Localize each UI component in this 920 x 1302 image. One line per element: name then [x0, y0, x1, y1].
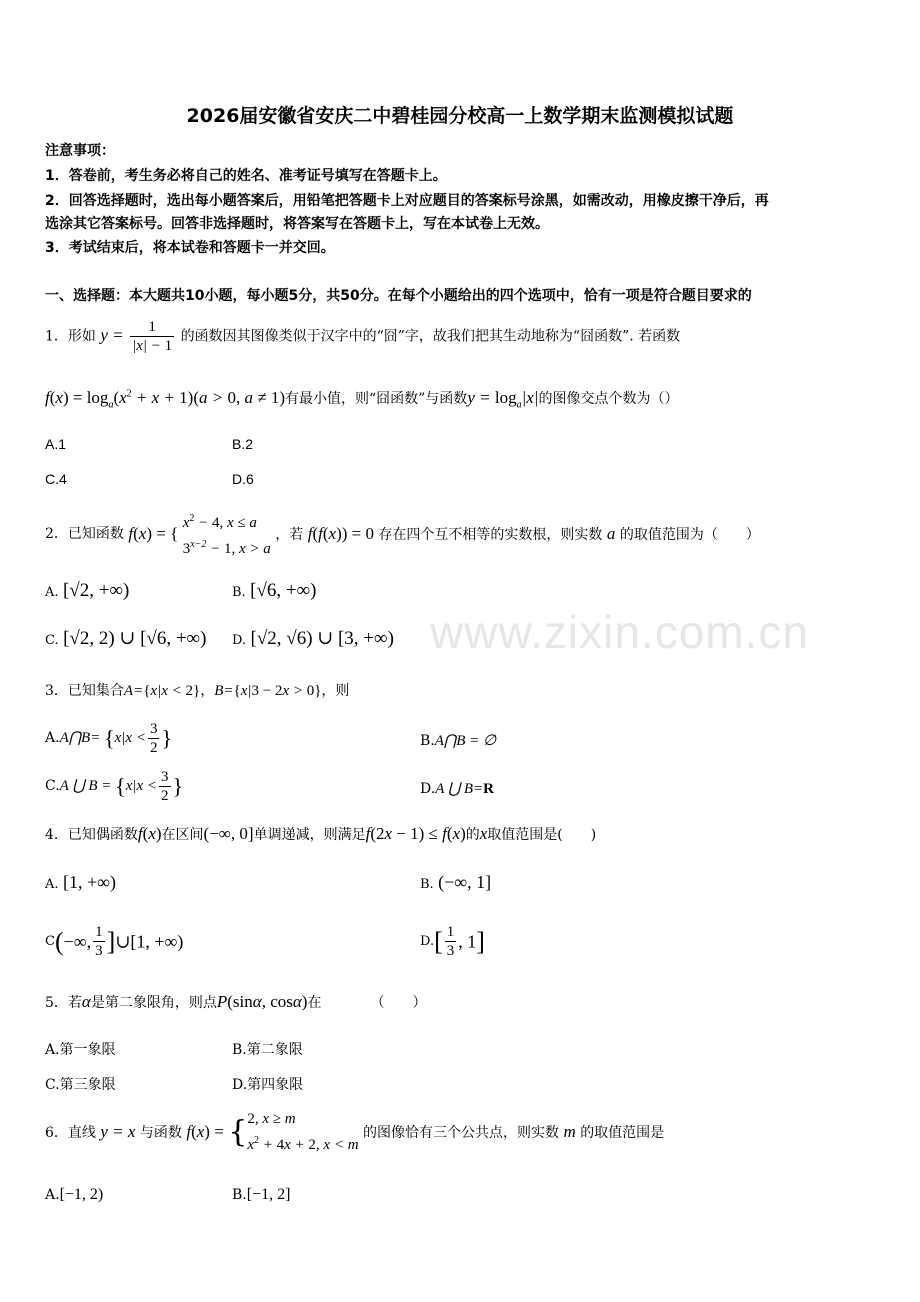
option-d[interactable]: D.第四象限 [232, 1077, 304, 1093]
question-3-text: ，则 [321, 683, 350, 699]
question-4-number: 4．已知偶函数 [45, 827, 138, 843]
option-a[interactable]: A.1 [45, 436, 67, 452]
page-title: 2026届安徽省安庆二中碧桂园分校高一上数学期末监测模拟试题 [186, 105, 734, 127]
question-2-text: 的取值范围为（ ） [619, 527, 760, 543]
question-4-line [45, 824, 596, 844]
option-b[interactable]: B.[−1, 2] [232, 1186, 291, 1203]
option-a[interactable]: A. [1, +∞) [45, 872, 116, 892]
math-expr: [√2, 2) ∪ [√6, +∞) [63, 628, 207, 649]
option-b[interactable]: B.第二象限 [232, 1042, 303, 1058]
math-expr: A ⋃ B=R [435, 781, 495, 797]
question-5-text: 在 （ ） [307, 995, 427, 1011]
math-expr: B={x|3 − 2x > 0} [214, 683, 322, 699]
question-2-line [45, 508, 760, 560]
math-expr: 2, x ≥ m $x^2 + 4x + 2$, x < m [247, 1111, 359, 1153]
option-a[interactable]: A.第一象限 [45, 1042, 116, 1058]
option-c[interactable]: C.第三象限 [45, 1077, 116, 1093]
question-2-number: 2．已知函数 [45, 526, 124, 542]
question-1-text: 的图像交点个数为（） [538, 391, 679, 407]
math-expr: [√2, √6) ∪ [3, +∞) [250, 628, 394, 649]
watermark: www.zixin.com.cn [430, 606, 809, 658]
question-1-line-2 [45, 388, 678, 410]
math-expr: a [606, 524, 616, 543]
math-expr: P(sinα, cosα) [216, 992, 308, 1011]
question-1-text: 的函数因其图像类似于汉字中的“囧”字，故我们把其生动地称为“囧函数”. 若函数 [180, 328, 681, 345]
option-c[interactable]: C.A ⋃ B = {x|x < $\frac{3}{2}$ } [45, 769, 184, 804]
math-expr: [√6, +∞) [250, 580, 317, 601]
notes-heading: 注意事项： [45, 143, 115, 159]
math-expr: (−∞, $\frac{1}{3}$ ]∪[1, +∞) [54, 924, 184, 959]
question-1-number: 1．形如 [45, 328, 96, 345]
option-c[interactable]: C. [√2, 2) ∪ [√6, +∞) [45, 628, 207, 649]
math-expr: [−1, 2) [59, 1186, 104, 1203]
math-expr: A ⋃ B = {x|x < $\frac{3}{2}$ } [59, 769, 184, 804]
math-expr: $f(x) = \log_a(x^2 + x + 1)(a > 0$, a ≠ 1) [45, 388, 285, 411]
question-1-line-1 [45, 318, 680, 355]
option-b[interactable]: B. [√6, +∞) [232, 580, 317, 601]
option-d[interactable]: D. [√2, √6) ∪ [3, +∞) [232, 628, 394, 649]
option-d[interactable]: D.A ⋃ B=R [420, 781, 495, 797]
question-6-text: 的取值范围是 [580, 1125, 665, 1141]
question-2-text: ，若 [275, 527, 304, 543]
question-3-number: 3．已知集合 [45, 683, 124, 699]
math-expr: A⋂B= {x|x < $\frac{3}{2}$ } [59, 721, 173, 756]
math-expr: $\frac{1}{|x| - 1}$ [132, 319, 173, 354]
math-expr: y = [100, 325, 124, 345]
math-expr: f(f(x)) = 0 [307, 524, 374, 543]
section-heading: 一、选择题：本大题共10小题，每小题5分，共50分。在每个小题给出的四个选项中，恰有一项是符合题目要求的 [45, 288, 752, 304]
option-c[interactable]: C(−∞, $\frac{1}{3}$ ]∪[1, +∞) [45, 924, 184, 959]
option-d[interactable]: D.6 [232, 471, 254, 487]
question-6-line: 6．直线 y = x 与函数 f(x) = { 2, x ≥ m $x^2 + 4x + 2$, x < m 的图像恰有三个公共点，则实数 m 的取值范围是 [45, 1108, 664, 1156]
math-expr: A={x|x < 2} [123, 683, 201, 699]
question-2-text: 存在四个互不相等的实数根，则实数 [378, 527, 603, 543]
question-3-line [45, 680, 349, 700]
option-c[interactable]: C.4 [45, 471, 67, 487]
option-d[interactable]: D.[ $\frac{1}{3}$ , 1] [420, 924, 485, 959]
question-5-text: 是第二象限角，则点 [90, 995, 217, 1011]
math-expr: $y = \log_a|x|$ [467, 388, 539, 411]
math-expr: [−1, 2] [246, 1186, 291, 1203]
question-6-text: 的图像恰有三个公共点，则实数 [363, 1125, 559, 1141]
math-expr: m [563, 1122, 576, 1141]
question-3-text: ， [200, 683, 215, 699]
question-4-text: 取值范围是( ) [487, 827, 597, 843]
question-6-number: 6．直线 [45, 1125, 96, 1141]
question-1-text: 有最小值，则“囧函数”与函数 [284, 391, 468, 407]
question-5-number: 5．若 [45, 995, 82, 1011]
note-item-2-cont: 选涂其它答案标号。回答非选择题时，将答案写在答题卡上，写在本试卷上无效。 [45, 216, 549, 232]
math-expr: [1, +∞) [62, 872, 116, 892]
math-expr: f(x) = { [128, 524, 179, 543]
math-expr: x [479, 824, 488, 843]
math-expr: y = x [100, 1122, 136, 1141]
math-expr: $x^2 - 4$, x ≤ a $3^{x-2} - 1$, x > a [182, 513, 271, 557]
option-b[interactable]: B.A⋂B = ∅ [420, 733, 497, 749]
note-item-3: 3．考试结束后，将本试卷和答题卡一并交回。 [45, 240, 335, 256]
option-a[interactable]: A. [√2, +∞) [45, 580, 130, 601]
option-a[interactable]: A.[−1, 2) [45, 1186, 104, 1203]
math-expr: f(x) [137, 824, 162, 843]
math-expr: [√2, +∞) [62, 580, 130, 601]
question-6-text: 与函数 [139, 1125, 182, 1141]
note-item-2: 2．回答选择题时，选出每小题答案后，用铅笔把答题卡上对应题目的答案标号涂黑，如需改动，用橡皮擦干净后，再 [45, 193, 769, 209]
question-4-text: 单调递减，则满足 [253, 827, 366, 843]
math-expr: [ $\frac{1}{3}$ , 1] [434, 924, 485, 959]
math-expr: f(x) = [186, 1122, 224, 1141]
math-expr: A⋂B = ∅ [434, 733, 497, 749]
math-expr: f(2x − 1) ≤ f(x) [365, 824, 466, 843]
question-4-text: 的 [465, 827, 480, 843]
math-expr: (−∞, 1] [438, 872, 492, 892]
question-5-line [45, 992, 426, 1012]
option-b[interactable]: B.2 [232, 436, 254, 452]
math-expr: (−∞, 0] [203, 824, 254, 843]
question-4-text: 在区间 [161, 827, 204, 843]
math-expr: α [81, 992, 91, 1011]
option-b[interactable]: B. (−∞, 1] [420, 872, 492, 892]
option-a[interactable]: A.A⋂B= {x|x < $\frac{3}{2}$ } [45, 721, 173, 756]
note-item-1: 1．答卷前，考生务必将自己的姓名、准考证号填写在答题卡上。 [45, 168, 447, 184]
